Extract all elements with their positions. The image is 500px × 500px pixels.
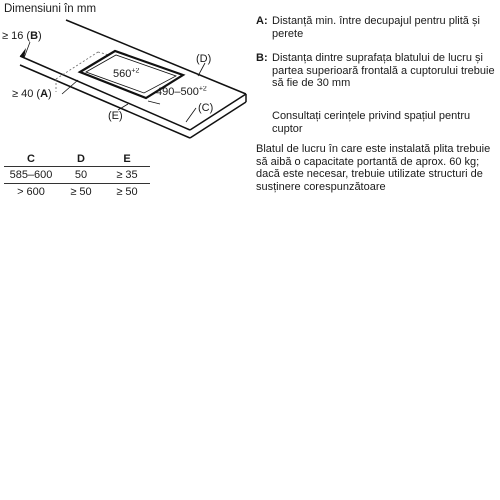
legend-item-a: [256, 15, 496, 40]
legend-item-b: [256, 52, 496, 90]
label-cutout-depth: $490-500^{+2}$: [156, 86, 207, 98]
legend-text-a: Distanță min. între decupajul pentru plită și perete: [272, 15, 480, 40]
table-cell: ≥ 50: [70, 186, 92, 198]
worktop-note: Blatul de lucru în care este instalată plita trebuie să aibă o capacitate portantă de aprox. 60 kg; dacă este necesar, trebuie utilizate structuri de susținere corespunzătoare: [256, 143, 491, 193]
table-header-e: E: [104, 152, 150, 167]
label-b: ≥ 16 (B): [2, 30, 42, 42]
label-a: ≥ 40 (A): [12, 88, 52, 100]
units-label: Dimensiuni în mm: [4, 3, 97, 15]
table-cell: 585–600: [4, 167, 58, 184]
label-cutout-width: $560^{+2}$: [113, 68, 140, 80]
legend-key-a: A:: [256, 15, 268, 27]
table-header-d: D: [58, 152, 104, 167]
table-cell: 50: [58, 167, 104, 184]
dimension-table: [4, 152, 150, 200]
table-cell: ≥ 35: [104, 167, 150, 184]
table-header-row: [4, 152, 150, 167]
legend-key-b: B:: [256, 52, 268, 64]
callout-c: (C): [198, 102, 214, 114]
callout-e: (E): [108, 110, 123, 122]
callout-d: (D): [196, 53, 212, 65]
table-cell: ≥ 50: [116, 186, 138, 198]
legend-text-b: Distanța dintre suprafața blatului de lucru și partea superioară frontală a cuptorului trebuie să fie de 30 mm: [272, 52, 495, 89]
table-cell: > 600: [17, 186, 45, 198]
table-row: [4, 184, 150, 201]
table-row: [4, 167, 150, 184]
table-header-c: C: [4, 152, 58, 167]
leader-c: [186, 108, 196, 122]
installation-diagram: [0, 0, 256, 150]
cupboard-note: Consultați cerințele privind spațiul pentru cuptor: [272, 110, 471, 135]
